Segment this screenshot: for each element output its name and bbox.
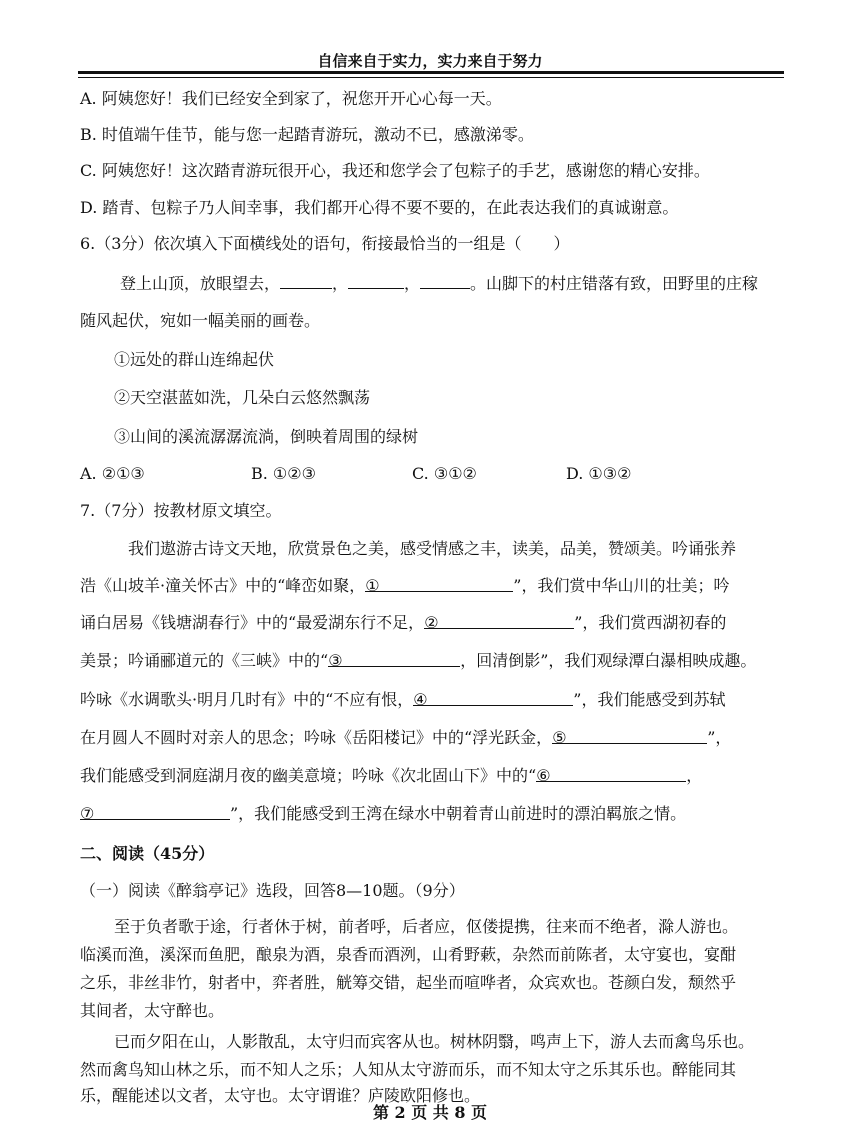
page-header-motto: 自信来自于实力，实力来自于努力 — [317, 52, 543, 70]
q7-line-3 — [80, 612, 726, 634]
q7-blank-5 — [552, 727, 707, 747]
section-2-title: 二、阅读（45分） — [80, 844, 215, 863]
q5-option-b: B. 时值端午佳节，能与您一起踏青游玩，激动不已，感激涕零。 — [80, 125, 534, 144]
passage-p1-line-2: 临溪而渔，溪深而鱼肥，酿泉为酒，泉香而酒洌，山肴野蔌，杂然而前陈者，太守宴也，宴酣 — [80, 945, 737, 964]
q6-choice-d: D. ①③② — [566, 464, 632, 483]
q7-line-5-lead: 吟咏《水调歌头·明月几时有》中的“不应有恨， — [80, 690, 414, 709]
q7-line-7-lead: 我们能感受到洞庭湖月夜的幽美意境；吟咏《次北固山下》中的“ — [80, 766, 537, 785]
q6-choice-c: C. ③①② — [412, 464, 477, 483]
q7-blank-2-marker: ② — [424, 613, 439, 632]
q6-stem: 6.（3分）依次填入下面横线处的语句，衔接最恰当的一组是（ ） — [80, 234, 570, 253]
q7-stem: 7.（7分）按教材原文填空。 — [80, 501, 282, 520]
q7-line-3-tail: ”，我们赏西湖初春的 — [574, 613, 727, 632]
q7-line-2-tail: ”，我们赏中华山川的壮美；吟 — [513, 576, 730, 595]
passage-p2-line-1: 已而夕阳在山，人影散乱，太守归而宾客从也。树林阴翳，鸣声上下，游人去而禽鸟乐也。 — [114, 1032, 755, 1051]
q6-choice-b: B. ①②③ — [251, 464, 316, 483]
q6-blank-3 — [420, 272, 470, 289]
q7-line-4-tail: ，回清倒影”，我们观绿潭白瀑相映成趣。 — [460, 651, 757, 670]
page-number: 第 2 页 共 8 页 — [372, 1103, 488, 1122]
q7-line-7-tail: ， — [686, 766, 703, 785]
q6-choice-a: A. ②①③ — [80, 464, 145, 483]
passage-p2-line-2: 然而禽鸟知山林之乐，而不知人之乐；人知从太守游而乐，而不知太守之乐其乐也。醉能同其 — [80, 1060, 737, 1079]
q6-passage-start: 登上山顶，放眼望去， — [120, 274, 281, 293]
section-2-subtitle: （一）阅读《醉翁亭记》选段，回答8—10题。（9分） — [80, 881, 465, 900]
q6-blank-1 — [280, 272, 332, 289]
q5-option-a: A. 阿姨您好！我们已经安全到家了，祝您开开心心每一天。 — [80, 89, 502, 108]
q7-blank-4 — [413, 689, 573, 709]
q7-blank-3 — [328, 650, 460, 670]
q7-line-1: 我们遨游古诗文天地，欣赏景色之美，感受情感之丰，读美，品美，赞颂美。吟诵张养 — [128, 539, 737, 558]
q6-sep-2: ， — [404, 274, 421, 293]
q7-blank-1-marker: ① — [365, 576, 380, 595]
q6-passage-line2: 随风起伏，宛如一幅美丽的画卷。 — [80, 311, 321, 330]
q7-line-2-lead: 浩《山坡羊·潼关怀古》中的“峰峦如聚， — [80, 576, 366, 595]
q6-item-1: ①远处的群山连绵起伏 — [114, 350, 275, 369]
header-rule-thin — [78, 77, 784, 78]
q6-item-2: ②天空湛蓝如洗，几朵白云悠然飘荡 — [114, 388, 371, 407]
q6-blank-2 — [348, 272, 404, 289]
q7-blank-1 — [365, 575, 513, 595]
q7-blank-7 — [80, 803, 230, 823]
q7-line-7 — [80, 765, 702, 787]
q7-blank-7-marker: ⑦ — [80, 804, 95, 823]
q7-blank-6 — [536, 765, 686, 785]
q7-line-4 — [80, 650, 756, 672]
q7-line-8 — [80, 803, 686, 825]
q7-line-2 — [80, 575, 729, 597]
q7-line-5-tail: ”，我们能感受到苏轼 — [573, 690, 726, 709]
q7-line-5 — [80, 689, 725, 711]
q7-blank-5-marker: ⑤ — [552, 728, 567, 747]
passage-p2-line-3: 乐，醒能述以文者，太守也。太守谓谁？庐陵欧阳修也。 — [80, 1086, 481, 1105]
q7-line-6-lead: 在月圆人不圆时对亲人的思念；吟咏《岳阳楼记》中的“浮光跃金， — [80, 728, 553, 747]
q7-line-4-lead: 美景；吟诵郦道元的《三峡》中的“ — [80, 651, 329, 670]
q7-line-6 — [80, 727, 731, 749]
header-rule-thick — [78, 71, 784, 74]
q7-blank-4-marker: ④ — [413, 690, 428, 709]
q6-passage-end: 。山脚下的村庄错落有致，田野里的庄稼 — [470, 274, 759, 293]
q6-sep-1: ， — [332, 274, 349, 293]
q7-line-6-tail: ”， — [707, 728, 732, 747]
passage-p1-line-1: 至于负者歌于途，行者休于树，前者呼，后者应，伛偻提携，往来而不绝者，滁人游也。 — [114, 917, 739, 936]
q6-passage-line1 — [120, 272, 758, 295]
q7-line-3-lead: 诵白居易《钱塘湖春行》中的“最爱湖东行不足， — [80, 613, 425, 632]
passage-p1-line-4: 其间者，太守醉也。 — [80, 1001, 225, 1020]
q7-line-8-tail: ”，我们能感受到王湾在绿水中朝着青山前进时的漂泊羁旅之情。 — [230, 804, 687, 823]
passage-p1-line-3: 之乐，非丝非竹，射者中，弈者胜，觥筹交错，起坐而喧哗者，众宾欢也。苍颜白发，颓然乎 — [80, 973, 737, 992]
q6-item-3: ③山间的溪流潺潺流淌，倒映着周围的绿树 — [114, 427, 419, 446]
q7-blank-3-marker: ③ — [328, 651, 343, 670]
q5-option-d: D. 踏青、包粽子乃人间幸事，我们都开心得不要不要的，在此表达我们的真诚谢意。 — [80, 198, 679, 217]
q7-blank-6-marker: ⑥ — [536, 766, 551, 785]
q7-blank-2 — [424, 612, 574, 632]
q5-option-c: C. 阿姨您好！这次踏青游玩很开心，我还和您学会了包粽子的手艺，感谢您的精心安排。 — [80, 161, 710, 180]
